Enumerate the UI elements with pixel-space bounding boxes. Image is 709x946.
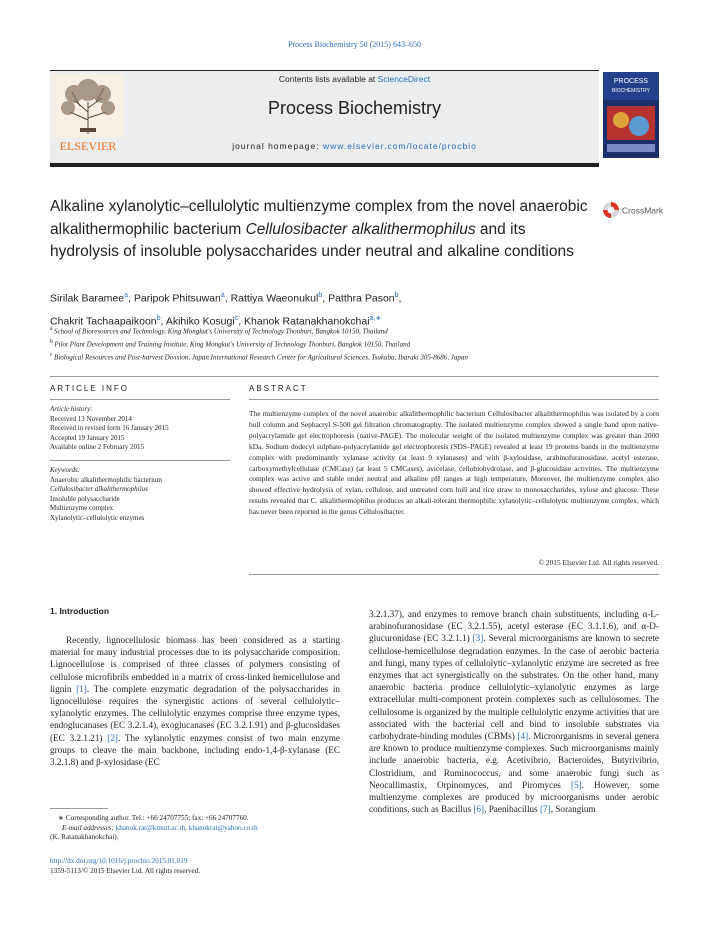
svg-text:BIOCHEMISTRY: BIOCHEMISTRY [612, 88, 650, 94]
svg-text:PROCESS: PROCESS [613, 78, 649, 85]
journal-cover-thumbnail[interactable] [603, 72, 659, 158]
abstract-heading: ABSTRACT [249, 384, 308, 393]
author-affiliation-mark[interactable]: c [234, 314, 239, 322]
affiliation: $^a$ School of Bioresources and Technology, King Mongkut's University of Technology Thonburi, Bangkok 10150, Thailand [50, 326, 388, 336]
author-affiliation-mark[interactable]: b [318, 292, 323, 299]
svg-text:CrossMark: CrossMark [622, 205, 664, 216]
citation-link[interactable]: [6] [473, 804, 485, 815]
corresponding-author-footnote [50, 814, 340, 843]
introduction-heading: 1. Introduction [50, 606, 110, 616]
corresponding-author: ∗ Corresponding author. Tel.: +66 24707755; fax: +66 24707760. [58, 814, 249, 822]
history-label: Article history: [50, 405, 93, 413]
author-affiliation-mark[interactable]: b [156, 314, 161, 322]
author-affiliation-mark[interactable]: a [124, 292, 129, 299]
introduction-left-column: Recently, lignocellulosic biomass has been considered as a starting material for many industrial processes due to its polysaccharide composition. Lignocellulose is comprised of three classes of polymers consisting of cellulose microfibrils embedded in a matrix of cross-linked hemicellulose and lignin [1]. The complete enzymatic degradation of the polysaccharides in lignocellulose requires the synergistic actions of several cellulolytic–xylanolytic enzymes. The cellulolytic enzymes comprise three enzyme types, endoglucanases (EC 3.2.1.4), exoglucanases (EC 3.2.1.91) and β-glucosidases (EC 3.2.1.21) [2]. The xylanolytic enzymes consist of two main enzyme groups to cleave the main backbone, including endo-1,4-β-xylanase (EC 3.2.1.8) and β-xylosidase (EC [50, 635, 340, 768]
title-organism: Cellulosibacter alkalithermophilus [245, 220, 476, 238]
keyword: Xylanolytic–cellulolytic enzymes [50, 513, 145, 522]
doi-link[interactable]: http://dx.doi.org/10.1016/j.procbio.2015.01.019 [50, 857, 188, 865]
divider [50, 399, 230, 400]
contents-prefix: Contents lists available at [278, 74, 378, 84]
article-info [50, 405, 230, 524]
divider [249, 574, 659, 575]
article-info-heading: ARTICLE INFO [50, 384, 129, 393]
affiliations [50, 324, 610, 362]
email-label: E-mail addresses: [62, 823, 116, 832]
homepage-prefix: journal homepage: [232, 141, 323, 151]
history-item: Accepted 19 January 2015 [50, 433, 125, 442]
abstract-copyright: © 2015 Elsevier Ltd. All rights reserved. [538, 558, 659, 567]
journal-title: Process Biochemistry [267, 98, 442, 118]
author-affiliation-mark[interactable]: b [394, 292, 399, 299]
history-item: Available online 2 February 2015 [50, 443, 144, 452]
divider [249, 399, 659, 400]
title-text-1: Alkaline xylanolytic–cellulolytic multienzyme complex from the novel anaerobic alkalithermophilic bacterium [50, 198, 588, 238]
divider [50, 376, 659, 377]
keyword: Anaerobic alkalithermophilic bacterium [50, 475, 162, 484]
citation-link[interactable]: [2] [107, 732, 118, 743]
divider [50, 460, 230, 461]
sciencedirect-link[interactable]: ScienceDirect [377, 74, 431, 84]
svg-text:ELSEVIER: ELSEVIER [59, 139, 117, 153]
introduction-right-column: 3.2.1.37), and enzymes to remove branch chain substituents, including α-L-arabinofuranosidase (EC 3.2.1.55), acetyl esterase (EC 3.1.1.6), and α-D-glucuronidase (EC 3.2.1.1) [3]. Several microorganisms are known to secrete cellulose-hemicellulose degradation enzymes. In the case of aerobic bacteria and fungi, many types of cellulolytic–xylanolytic enzyme are secreted as free enzymes that act synergistically on the substrates. On the other hand, many anaerobic bacteria produce cellulolytic–xylanolytic enzymes as large extracellular multi-component protein complexes such as cellulosomes. The cellulosome is organized by the multiple cellulolytic enzyme activities that are associated with the bacterial cell and bind to insoluble substrates via carbohydrate-binding modules (CBMs) [4]. Microorganisms in several genera are known to produce multienzyme complexes. Such microorganisms mainly include anaerobic bacteria, e.g. Acetivibrio, Bacteroides, Butyrivibrio, Clostridium, and Ruminococcus, and some anaerobic fungi such as Neocallimastix, Orpinomyces, and Piromyces [5]. However, some multienzyme complexes are produced by microorganisms under aerobic conditions, such as Bacillus [6], Paenibacillus [7], Sorangium [369, 609, 660, 815]
keyword: Cellulosibacter alkalithermophilus [50, 485, 148, 494]
email-links[interactable]: khanok.rat@kmutt.ac.th, khanokrat@yahoo.co.th [115, 823, 258, 832]
author-name: Paripok Phitsuwan [133, 292, 221, 305]
keyword: Insoluble polysaccharide [50, 494, 120, 503]
author-affiliation-mark[interactable]: a,∗ [369, 314, 382, 322]
citation-link[interactable]: [1] [76, 683, 87, 694]
doi-block [50, 857, 340, 876]
author-name: Patthra Pason [328, 292, 395, 305]
author-list: Sirilak Baramee$^a$, Paripok Phitsuwan$^a$, Rattiya Waeonukul$^b$, Patthra Pason$^b$, Chakrit Tachaapaikoon$^b$, Akihiko Kosugi$^c$, Khanok Ratanakhanokchai$^{a,∗}$ [50, 292, 402, 327]
citation-link[interactable]: [7] [539, 804, 551, 815]
citation-link[interactable]: [3] [472, 633, 484, 644]
affiliation: $^b$ Pilot Plant Development and Training Institute, King Mongkut's University of Technology Thonburi, Bangkok 10150, Thailand [50, 338, 411, 349]
history-item: Received in revised form 16 January 2015 [50, 424, 169, 433]
journal-citation[interactable]: Process Biochemistry 50 (2015) 643–650 [288, 40, 421, 49]
author-name: (K. Ratanakhanokchai). [50, 833, 119, 841]
title-text-2: and its hydrolysis of insoluble polysaccharides under neutral and alkaline conditions [50, 220, 574, 260]
author-name: Akihiko Kosugi [165, 315, 235, 327]
author-name: Rattiya Waeonukul [230, 292, 319, 305]
crossmark-icon[interactable] [602, 200, 674, 220]
author-name: Sirilak Baramee [50, 292, 125, 305]
author-affiliation-mark[interactable]: a [220, 292, 225, 299]
keyword: Multienzyme complex [50, 504, 114, 513]
affiliation: $^c$ Biological Resources and Post-harvest Division, Japan International Research Center for Agricultural Sciences, Tsukuba, Ibaraki 305-8686, Japan [50, 351, 468, 361]
author-name: Khanok Ratanakhanokchai [244, 315, 370, 327]
citation-link[interactable]: [4] [517, 731, 529, 742]
issn-line: 1359-5113/© 2015 Elsevier Ltd. All rights reserved. [50, 866, 201, 875]
history-item: Received 13 November 2014 [50, 414, 132, 423]
citation-link[interactable]: [5] [570, 779, 582, 790]
keywords-label: Keywords: [50, 465, 81, 474]
article-title [50, 196, 590, 264]
abstract-text: The multienzyme complex of the novel anaerobic alkalithermophilic bacterium Cellulosibacter alkalithermophilus was isolated by a corn hull column and Sephacryl S-500 gel filtration chromatography. The isolated multienzyme complex showed a single band upon native-polyacrylamide gel electrophoresis (native-PAGE). The molecular weight of the isolated multienzyme complex was greater than 2000 kDa. Sodium dodecyl sulphate-polyacrylamide gel electrophoresis (SDS–PAGE) revealed at least 19 proteins bands in the multienzyme complex with predominantly xylanase activity (at least 9 xylanases) and with β-xylosidase, arabinofuranosidase, acetyl esterase, carboxymethylcellulase (CMCase) (at least 5 CMCases), avicelase, cellobiohydrolase, and β-glucosidase activities. The multienzyme complex was active and stable under neutral and alkaline pH ranges at high temperature. Moreover, the multienzyme complex also showed effective hydrolysis of xylan, cellulose, and untreated corn hull and rice straw to monosaccharides, xylose and glucose. These results revealed that C. alkalithermophilus produces an alkali-tolerant thermophilic xylanolytic–cellulolytic multienzyme complex, which has never been reported in the genus Cellulosibacter. [249, 409, 659, 517]
footnote-divider [50, 808, 108, 809]
homepage-link[interactable]: www.elsevier.com/locate/procbio [322, 141, 477, 151]
author-name: Chakrit Tachaapaikoon [50, 315, 157, 327]
